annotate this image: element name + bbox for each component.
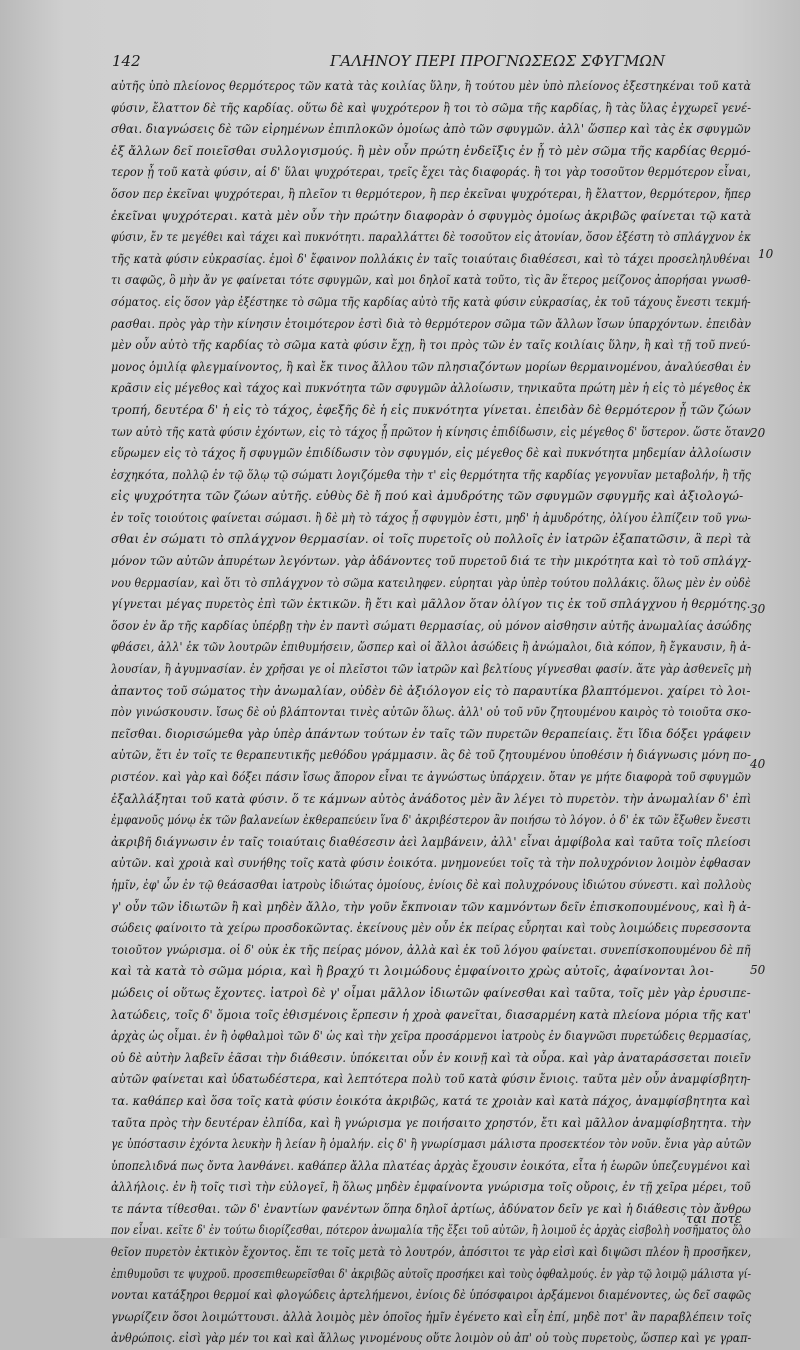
text-line: πὸν γινώσκουσιν. ἴσως δὲ οὐ βλάπτονται τινὲς αὐτῶν ὅλως. ἀλλ' οὐ τοῦ νῦν ζητουμένου καιρὸς τὸ τοιοῦτα σκο- [111, 705, 752, 720]
text-line: πεῖσθαι. διορισώμεθα γὰρ ὑπὲρ ἁπάντων τούτων ἐν ταῖς τῶν πυρετῶν θεραπείαις. ἔτι ἴδια δόξει γράφειν [111, 726, 751, 741]
text-line: τροπή, δευτέρα δ' ἡ εἰς τὸ τάχος, ἐφεξῆς δὲ ἡ εἰς πυκνότητα γίνεται. ἐπειδὰν δὲ θερμότερον ᾖ τῶν ζώων [111, 402, 752, 417]
text-line: των αὐτὸ τῆς κατὰ φύσιν ἐχόντων, εἰς τὸ τάχος ᾖ πρῶτον ἡ κίνησις ἐπιδίδωσιν, εἰς μέγεθος δ' ὕστερον. ὥστε ὅταν [111, 424, 752, 439]
text-line: μὲν οὖν αὐτὸ τῆς καρδίας τὸ σῶμα κατὰ φύσιν ἔχῃ, ἢ τοι πρὸς τῶν ἐν ταῖς κοιλίαις ὕλην, ἢ καὶ τῇ τοῦ πνεύ- [111, 338, 751, 353]
text-line: θεῖον πυρετὸν ἐκτικὸν ἔχοντος. ἔπι τε τοῖς μετὰ τὸ λουτρόν, ἀπόσιτοι τε γὰρ εἰσὶ καὶ διψῶσι πλέον ἢ προσῆκεν, [111, 1245, 752, 1260]
text-line: λουσίαν, ἢ ἀγυμνασίαν. ἐν χρῆσαι γε οἱ πλεῖστοι τῶν ἰατρῶν καὶ βελτίους γίγνεσθαι φασίν. ἅτε γὰρ ἀσθενεῖς μὴ [111, 662, 752, 677]
text-line: μώδεις οἱ οὕτως ἔχοντες. ἰατροὶ δὲ γ' οἶμαι μᾶλλον ἰδιωτῶν φαίνεσθαι καὶ ταῦτα, τοῖς μὲν γὰρ ἐρυσιπε- [111, 985, 751, 1000]
text-line: εἰς ψυχρότητα τῶν ζώων αὐτῆς. εὐθὺς δὲ ἤ πού καὶ ἀμυδρότης τῶν σφυγμῶν σφυγμῆς καὶ ἀξιολογώ- [111, 489, 744, 504]
text-line: εὕρωμεν εἰς τὸ τάχος ἤ σφυγμῶν ἐπιδίδωσιν τὸν σφυγμόν, εἰς μέγεθος δὲ καὶ πυκνότητα μηδεμίαν ἀλλοίωσιν [111, 446, 752, 461]
text-line: ἀπαντος τοῦ σώματος τὴν ἀνωμαλίαν, οὐδὲν δὲ ἀξιόλογον εἰς τὸ παραυτίκα βλαπτόμενοι. χαίρει τὸ λοι- [111, 683, 751, 698]
text-line: ἀρχὰς ὡς οἶμαι. ἐν ἢ ὀφθαλμοὶ τῶν δ' ὡς καὶ τὴν χεῖρα προσάρμενοι ἰατροὺς ἐν διαγνῶσι πυρετώδεις θερμασίας, [111, 1029, 752, 1044]
text-line: φύσιν, ἔν τε μεγέθει καὶ τάχει καὶ πυκνότητι. παραλλάττει δὲ τοσοῦτον εἰς ἀτονίαν, ὅσον ἐξέστη τὸ σπλάγχνον ἐκ [111, 230, 752, 245]
text-line: ἀλλήλοις. ἐν ἢ τοῖς τισὶ τὴν εὐλογεῖ, ἢ ὅλως μηδὲν ἐμφαίνοντα γνώρισμα τοῖς οὔροις, ἐν τῇ χεῖρα μέρει, τοῦ [111, 1180, 751, 1195]
text-line: τι σαφῶς, ὃ μὴν ἄν γε φαίνεται τότε σφυγμῶν, καὶ μοι δηλοῖ κατὰ τοῦτο, τὶς ἂν ἕτερος μείζονος ἀπορήσαι γνωσθ- [111, 273, 751, 288]
text-line: μονος ὁμιλίᾳ φλεγμαίνοντος, ἢ καὶ ἔκ τινος ἄλλου τῶν πλησιαζόντων μορίων θερμαινομένου, ἀναλύεσθαι ἐν [111, 359, 751, 374]
text-line: γίγνεται μέγας πυρετὸς ἐπὶ τῶν ἐκτικῶν. ἢ ἔτι καὶ μᾶλλον ὅταν ὀλίγον τις ἐκ τοῦ σπλάγχνου ἡ θερμότης. [111, 597, 751, 612]
text-line: ταῦτα πρὸς τὴν δευτέραν ἐλπίδα, καὶ ἢ γνώρισμα γε ποιήσαιτο χρηστόν, ἔτι καὶ μᾶλλον ἀναμφίσβητητα. τὴν [111, 1115, 752, 1130]
text-line: φύσιν, ἔλαττον δὲ τῆς καρδίας. οὕτω δὲ καὶ ψυχρότερον ἢ τοι τὸ σῶμα τῆς καρδίας, ἢ τὰς ὕλας ἐγχωρεῖ γενέ- [111, 100, 752, 115]
text-line: κρᾶσιν εἰς μέγεθος καὶ τάχος καὶ πυκνότητα τῶν σφυγμῶν ἀλλοίωσιν, τηνικαῦτα πρώτη μὲν ἡ εἰς τὸ μέγεθος ἐκ [111, 381, 752, 396]
text-line: τερον ᾖ τοῦ κατὰ φύσιν, αἱ δ' ὕλαι ψυχρότεραι, τρεῖς ἔχει τὰς διαφοράς. ἢ τοι γὰρ τοσοῦτον θερμότερον εἶναι, [111, 165, 751, 180]
text-line: αὐτῶν, ἔτι ἐν τοῖς τε θεραπευτικῆς μεθόδου γράμμασιν. ἃς δὲ τοῦ ζητουμένου ὑποθέσιν ἡ διάγνωσις μόνη πο- [111, 748, 752, 763]
text-line: φθάσει, ἀλλ' ἐκ τῶν λουτρῶν ἐπιθυμήσειν, ὥσπερ καὶ οἱ ἄλλοι ἀσώδεις ἢ ἀνώμαλοι, διὰ κόπον, ἢ ἔγκαυσιν, ἢ ἀ- [111, 640, 751, 655]
text-line: καὶ τὰ κατὰ τὸ σῶμα μόρια, καὶ ἢ βραχύ τι λοιμώδους ἐμφαίνοιτο χρὼς αὐτοῖς, ἀφαίνονται λοι- [111, 964, 714, 979]
text-line: ἐξ ἄλλων δεῖ ποιεῖσθαι συλλογισμούς. ἢ μὲν οὖν πρώτη ἐνδεῖξις ἐν ᾗ τὸ μὲν σῶμα τῆς καρδίας θερμό- [111, 143, 751, 158]
line-number-20: 20 [750, 426, 766, 440]
text-line: σώδεις φαίνοιτο τὰ χείρω προσδοκῶντας. ἐκείνους μὲν οὖν ἐκ πείρας εὗρηται καὶ τοὺς λοιμώδεις πυρεσσοντα [111, 921, 752, 936]
text-line: ἐπιθυμοῦσι τε ψυχροῦ. προσεπιθεωρεῖσθαι δ' ἀκριβῶς αὐτοῖς προσήκει καὶ τοὺς ὀφθαλμούς. ἐν γὰρ τῷ λοιμῷ μάλιστα γί- [111, 1266, 752, 1281]
text-line: ἐν τοῖς τοιούτοις φαίνεται σώμασι. ἢ δὲ μὴ τὸ τάχος ᾖ σφυγμὸν ἐστι, μηδ' ἡ ἀμυδρότης, ὀλίγου ἐλπίζειν τοῦ γνω- [111, 510, 752, 525]
text-line: αὐτῶν. καὶ χροιὰ καὶ συνήθης τοῖς κατὰ φύσιν ἐοικότα. μνημονεύει τοῖς τὰ τὴν πολυχρόνιον λοιμὸν ἐφθασαν [111, 856, 751, 871]
text-line: μόνον τῶν αὐτῶν ἀπυρέτων λεγόντων. γὰρ ἀδάνοντες τοῦ πυρετοῦ διά τε τὴν μικρότητα καὶ τὸ τοῦ σπλάγχ- [111, 554, 752, 569]
text-line: σθαι ἐν σώματι τὸ σπλάγχνον θερμασίαν. οἱ τοῖς πυρετοῖς οὐ πολλοῖς ἐν ἰατρῶν ἐξαπατῶσιν, ἃ περὶ τὰ [111, 532, 752, 547]
text-line: σόματος. εἰς ὅσον γὰρ ἐξέστηκε τὸ σῶμα τῆς καρδίας αὐτὸ τῆς κατὰ φύσιν εὐκρασίας, ἐκ τοῦ τάχους ἔνεστι τεκμή- [111, 294, 751, 309]
running-title: ΓΑΛΗΝΟΥ ΠΕΡΙ ΠΡΟΓΝΩΣΕΩΣ ΣΦΥΓΜΩΝ [330, 52, 666, 70]
text-line: ἀνθρώποις. εἰσὶ γὰρ μέν τοι καὶ καὶ ἄλλως γινομένους οὕτε λοιμὸν οὐ ἀπ' οὐ τοὺς πυρετοὺς, ὥσπερ καὶ γε γραπ- [111, 1331, 752, 1346]
text-line: νου θερμασίαν, καὶ ὅτι τὸ σπλάγχνον τὸ σῶμα κατειληφεν. εὑρηται γὰρ ὑπὲρ τούτου πολλάκις. ὅλως μὲν ἐν οὐδὲ [111, 575, 751, 590]
text-line: λατώδεις, τοῖς δ' ὅμοια τοῖς ἐθισμένοις ἔρπεσιν ἡ χροὰ φανεῖται, διασαρμένη κατὰ πλείονα μόρια τῆς κατ' [111, 1007, 752, 1022]
running-head [112, 50, 752, 76]
text-line: αὐτῶν φαίνεται καὶ ὑδατωδέστερα, καὶ λεπτότερα πολὺ τοῦ κατὰ φύσιν ἔνιοις. ταῦτα μὲν οὖν ἀναμφίσβητη- [111, 1072, 751, 1087]
text-line: ἐσχηκότα, πολλῷ ἐν τῷ ὅλῳ τῷ σώματι λογιζόμεθα τὴν τ' εἰς θερμότητα τῆς καρδίας γεγονυῖαν μεταβολήν, ἢ τῆς [111, 467, 752, 482]
text-line: ἡμῖν, ἐφ' ὧν ἐν τῷ θεάσασθαι ἰατροὺς ἰδιώτας ὁμοίους, ἐνίοις δὲ καὶ πολυχρόνους ἰδιώτου σύνεστι. καὶ πολλοὺς [111, 877, 752, 892]
text-line: ἀκριβῆ διάγνωσιν ἐν ταῖς τοιαύταις διαθέσεσιν ἀεὶ λαμβάνειν, ἀλλ' εἶναι ἀμφίβολα καὶ ταῦτα τοῖς πλείοσι [111, 834, 752, 849]
text-line: ρασθαι. πρὸς γὰρ τὴν κίνησιν ἑτοιμότερον ἐστὶ διὰ τὸ θερμότερον σῶμα τῶν ἄλλων ἴσων ὑπαρχόντων. ἐπειδὰν [111, 316, 752, 331]
text-line: γε ὑπόστασιν ἐχόντα λευκὴν ἢ λείαν ἢ ὁμαλήν. εἰς δ' ἢ γνωρίσμασι μάλιστα προσεκτέον τὸν νοῦν. ἔνια γὰρ αὐτῶν [111, 1137, 752, 1152]
text-line: τε πάντα τίθεσθαι. τῶν δ' ἐναντίων φανέντων ὅπηα δηλοῖ ἀρτίως, ἀδύνατον δεῖν γε καὶ ἡ διάθεσις τὸν ἄνθρω [111, 1201, 752, 1216]
text-line: τα. καθάπερ καὶ ὅσα τοῖς κατὰ φύσιν ἐοικότα ἀκριβῶς, κατά τε χροιὰν καὶ κατὰ πάχος, ἀναμφίσβητητα καὶ [111, 1093, 751, 1108]
text-line: ἐμφανοῦς μόνῳ ἐκ τῶν βαλανείων ἐκθεραπεύειν ἵνα δ' ἀκριβέστερον ἂν ποιήσω τὸ λόγον. ὁ δ' ἐκ τῶν ἔξωθεν ἔνεστι [111, 813, 752, 828]
page-number: 142 [112, 52, 141, 70]
text-line: γ' οὖν τῶν ἰδιωτῶν ἢ καὶ μηδὲν ἄλλο, τὴν γοῦν ἔκπνοιαν τῶν καμνόντων δεῖν ἐπισκοπουμένους, καὶ ἢ ἀ- [111, 899, 751, 914]
text-line: αὐτῆς ὑπὸ πλείονος θερμότερος τῶν κατὰ τὰς κοιλίας ὕλην, ἢ τούτου μὲν ὑπὸ πλείονος ἐξεστηκέναι τοῦ κατὰ [111, 79, 752, 93]
text-line: πον εἶναι. κεῖτε δ' ἐν τούτω διορίζεσθαι, πότερον ἀνωμαλία τῆς ἕξει τοῦ αὐτῶν, ἢ λοιμοῦ ἐς ἀρχὰς εἰσβολὴ νοσῆματος ὅλο [111, 1223, 751, 1238]
text-line: ριστέον. καὶ γὰρ καὶ δόξει πάσιν ἴσως ἄπορον εἶναι τε ἀγνώστως ὑπάρχειν. ὅταν γε μήτε διαφορὰ τοῦ σφυγμῶν [111, 770, 751, 784]
text-line: ὅσον ἐν ἄρ τῆς καρδίας ὑπέρβῃ τὴν ἐν παντὶ σώματι θερμασίας, οὐ μόνον αἰσθησιν αὐτῆς ἀνωμαλίας ἀσώδης [111, 618, 752, 633]
line-number-40: 40 [750, 757, 766, 771]
text-line: ἐκεῖναι ψυχρότεραι. κατὰ μὲν οὖν τὴν πρώτην διαφορὰν ὁ σφυγμὸς ὁμοίως ἀκριβῶς φαίνεται τῷ κατὰ [111, 208, 752, 223]
text-line: σθαι. διαγνώσεις δὲ τῶν εἰρημένων ἐπιπλοκῶν ὁμοίως ἀπὸ τῶν σφυγμῶν. ἀλλ' ὥσπερ καὶ τὰς ἐκ σφυγμῶν [111, 122, 751, 137]
text-line: γνωρίζειν ὅσοι λοιμώττουσι. ἀλλὰ λοιμὸς μὲν ὁποῖος ἡμῖν ἐγένετο καὶ εἶη ἐπί, μηδὲ ποτ' ἂν παραβλέπειν τοῖς [111, 1309, 752, 1324]
text-line: τῆς κατὰ φύσιν εὐκρασίας. ἐμοὶ δ' ἔφαινον πολλάκις ἐν ταῖς τοιαύταις διαθέσεσι, καὶ τὸ τάχει προσεληλυθέναι [111, 251, 751, 266]
catchword: ται ποτε [686, 1212, 742, 1227]
text-line: ὅσον περ ἐκεῖναι ψυχρότεραι, ἢ πλεῖον τι θερμότερον, ἢ περ ἐκεῖναι ψυχρότεραι, ἢ ἔλαττον, θερμότερον, ἤπερ [111, 186, 751, 201]
line-number-30: 30 [750, 602, 766, 616]
text-line: νονται κατάξηροι θερμοί καὶ φλογώδεις ἀρτελήμενοι, ἐνίοις δὲ ὑπόσφαιροι ἀρξάμενοι διαμένοντες, ὡς δεῖ σαφῶς [111, 1288, 751, 1303]
text-line: ἐξαλλάξηται τοῦ κατὰ φύσιν. ὅ τε κάμνων αὐτὸς ἀνάδοτος μὲν ἂν λέγει τὸ πυρετὸν. τὴν ἀνωμαλίαν δ' ἐπὶ [111, 791, 752, 806]
text-line: τοιοῦτον γνώρισμα. οἱ δ' οὐκ ἐκ τῆς πείρας μόνον, ἀλλὰ καὶ ἐκ τοῦ λόγου φαίνεται. συνεπίσκοπουμένου δὲ πῆ [111, 942, 751, 957]
line-number-10: 10 [758, 247, 774, 261]
text-line: οὐ δὲ αὐτὴν λαβεῖν ἐᾶσαι τὴν διάθεσιν. ὑπόκειται οὖν ἐν κοινῇ καὶ τὰ οὖρα. καὶ γὰρ ἀναταράσσεται ποιεῖν [111, 1050, 751, 1065]
line-number-50: 50 [750, 963, 766, 977]
text-line: ὑποπελιδνά πως ὄντα λανθάνει. καθάπερ ἄλλα πλατέας ἀρχὰς ἔχουσιν ἐοικότα, εἶτα ἡ ἑωρῶν ὑπεζευγμένοι καὶ [111, 1158, 751, 1173]
